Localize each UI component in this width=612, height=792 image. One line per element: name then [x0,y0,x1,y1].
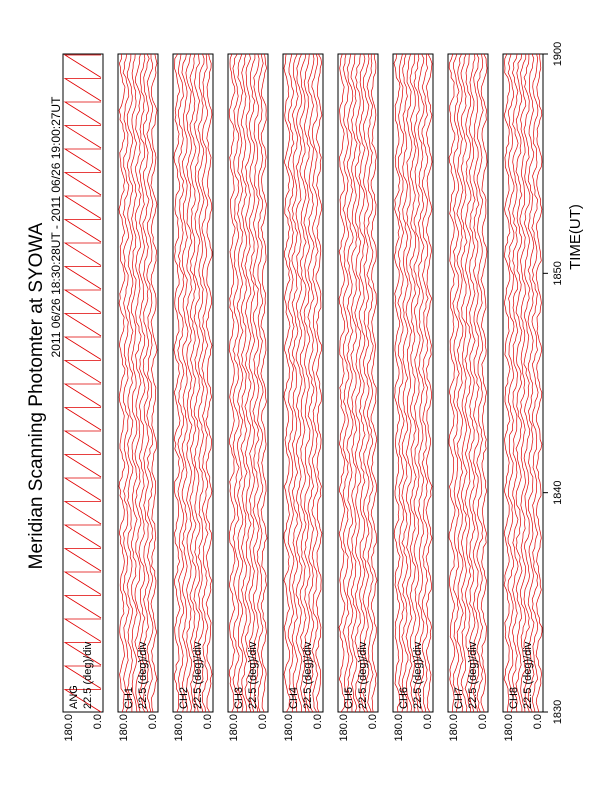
profile-line [398,54,404,712]
panel-ch3 [228,54,269,742]
ang-scan-line [65,79,101,102]
ang-scan-line [65,384,101,407]
panel-name-label: CH1 [123,686,135,709]
profile-line [233,54,239,712]
panel-trace-ch3 [229,54,267,712]
panel-name-label: CH3 [233,686,245,709]
profile-line [481,54,487,712]
profile-line [371,54,377,712]
scale-label: 22.5 (deg)/div [137,641,149,709]
profile-line [229,54,235,712]
panel-name-label: CH5 [343,686,355,709]
panel-ch5 [338,54,379,742]
profile-line [151,54,157,712]
ang-scan-line [65,149,101,172]
panel-ch7 [448,54,489,742]
y-tick-min: 0.0 [202,714,214,730]
y-tick-min: 0.0 [367,714,379,730]
y-tick-max: 180.0 [118,714,130,742]
scale-label: 22.5 (deg)/div [302,641,314,709]
y-tick-max: 180.0 [503,714,515,742]
ang-scan-line [65,525,101,548]
panel-frame [228,54,268,712]
scale-label: 22.5 (deg)/div [192,641,204,709]
ang-scan-line [65,596,101,619]
y-tick-max: 180.0 [393,714,405,742]
panel-name-label: ANG [68,685,80,709]
ang-scan-line [65,196,101,219]
ang-scan-line [65,126,101,149]
scale-label: 22.5 (deg)/div [357,641,369,709]
panel-name-label: CH7 [453,686,465,709]
profile-line [453,54,459,712]
panel-ch8 [503,54,544,742]
y-tick-min: 0.0 [312,714,324,730]
chart-subtitle: 2011 06/26 18:30:28UT - 2011 06/26 19:00:27UT [49,96,63,358]
panel-name-label: CH2 [178,686,190,709]
panel-trace-ch1 [119,54,157,712]
chart-title: Meridian Scanning Photomter at SYOWA [26,222,47,570]
y-tick-min: 0.0 [532,714,544,730]
ang-scan-line [65,267,101,290]
profile-line [131,54,137,712]
profile-line [473,54,479,712]
ang-scan-line [65,173,101,196]
ang-scan-line [65,478,101,501]
panel-name-label: CH8 [508,686,520,709]
profile-line [182,54,188,712]
profile-line [426,54,432,712]
profile-line [351,54,357,712]
y-tick-min: 0.0 [257,714,269,730]
panel-trace-ch7 [449,54,487,712]
profile-line [237,54,243,712]
y-tick-max: 180.0 [63,714,75,742]
ang-scan-line [65,314,101,337]
x-tick-label: 1900 [552,41,564,67]
panel-ang [63,54,104,742]
y-tick-max: 180.0 [283,714,295,742]
panel-ch1 [118,54,159,742]
y-tick-min: 0.0 [422,714,434,730]
panel-name-label: CH4 [288,686,300,709]
scale-label: 22.5 (deg)/div [82,641,94,709]
y-tick-max: 180.0 [228,714,240,742]
ang-scan-line [65,619,101,642]
profile-line [206,54,212,712]
profile-line [461,54,467,712]
y-tick-min: 0.0 [92,714,104,730]
ang-scan-line [65,431,101,454]
profile-line [288,54,294,712]
y-tick-min: 0.0 [147,714,159,730]
scale-label: 22.5 (deg)/div [412,641,424,709]
x-tick-label: 1830 [552,699,564,725]
ang-scan-line [65,502,101,525]
scale-label: 22.5 (deg)/div [467,641,479,709]
x-axis-title: TIME(UT) [567,204,584,270]
panel-name-label: CH6 [398,686,410,709]
panel-trace-ch5 [339,54,377,712]
panel-frame [63,54,103,712]
ang-scan-line [65,220,101,243]
x-tick-label: 1840 [552,480,564,505]
scale-label: 22.5 (deg)/div [522,641,534,709]
profile-line [504,54,510,712]
panel-trace-ch2 [174,54,212,712]
panel-ch6 [393,54,434,742]
profile-line [174,54,180,712]
y-tick-max: 180.0 [338,714,350,742]
profile-line [512,54,518,712]
ang-scan-line [65,290,101,313]
panel-trace-ang [65,55,101,712]
profile-line [347,54,353,712]
profile-line [292,54,298,712]
profile-line [355,54,361,712]
y-tick-max: 180.0 [448,714,460,742]
y-tick-max: 180.0 [173,714,185,742]
profile-line [119,54,125,712]
panel-trace-ch4 [284,54,322,712]
profile-line [367,54,373,712]
profile-line [284,54,290,712]
ang-scan-line [65,337,101,360]
ang-scan-line [65,549,101,572]
panel-ch2 [173,54,214,742]
y-tick-min: 0.0 [477,714,489,730]
ang-scan-line [65,572,101,595]
profile-line [477,54,483,712]
scale-label: 22.5 (deg)/div [247,641,259,709]
panel-frame [448,54,488,712]
profile-line [394,54,400,712]
panel-trace-ch6 [394,54,432,712]
ang-scan-line [65,361,101,384]
ang-scan-line [65,102,101,125]
x-tick-label: 1850 [552,261,564,286]
ang-scan-line [65,408,101,431]
ang-scan-line [65,55,101,78]
panel-trace-ch8 [504,54,542,712]
profile-line [339,54,345,712]
profile-line [135,54,141,712]
profile-line [457,54,463,712]
profile-line [528,54,534,712]
ang-scan-line [65,455,101,478]
ang-scan-line [65,243,101,266]
panel-ch4 [283,54,324,742]
profile-line [147,54,153,712]
